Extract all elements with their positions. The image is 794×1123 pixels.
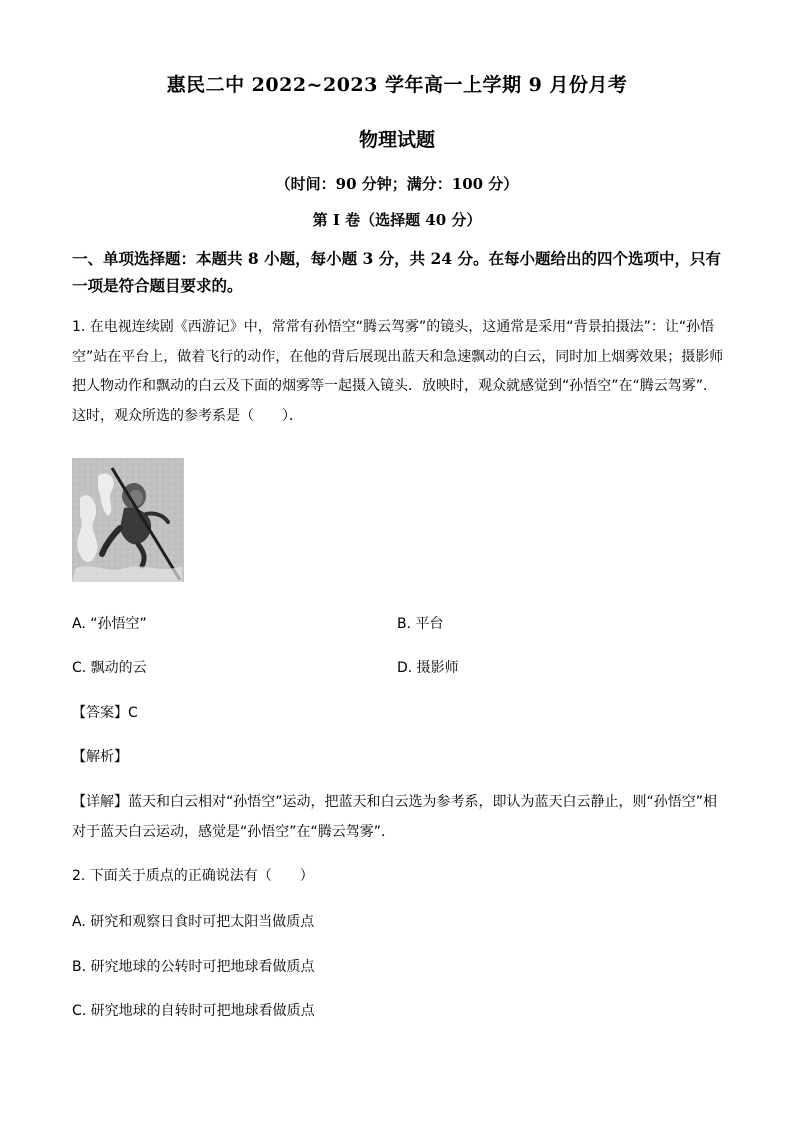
monkey-king-figure (72, 458, 184, 582)
question-1-analysis-label: 【解析】 (72, 749, 128, 765)
exam-subject: 物理试题 (358, 129, 435, 151)
exam-meta: （时间：90 分钟；满分：100 分） (275, 175, 519, 193)
question-1-option-a: A. “孙悟空” (72, 616, 147, 632)
exam-title: 惠民二中 2022~2023 学年高一上学期 9 月份月考 (166, 74, 628, 96)
question-1-option-b: B. 平台 (397, 616, 444, 632)
question-1-option-d: D. 摄影师 (397, 660, 459, 676)
question-1-stem: 1. 在电视连续剧《西游记》中，常常有孙悟空“腾云驾雾”的镜头，这通常是采用“背景拍摄法”：让“孙悟空”站在平台上，做着飞行的动作，在他的背后展现出蓝天和急速飘动的白云，同时加上烟雾效果；摄影师把人物动作和飘动的白云及下面的烟雾等一起摄入镜头．放映时，观众就感觉到“孙悟空”在“腾云驾雾”．这时，观众所选的参考系是（ ）． (72, 319, 724, 424)
question-1-option-c: C. 飘动的云 (72, 660, 147, 676)
exam-volume: 第 I 卷（选择题 40 分） (312, 211, 482, 229)
question-1-detail: 【详解】蓝天和白云相对“孙悟空”运动，把蓝天和白云选为参考系，即认为蓝天白云静止，则“孙悟空”相对于蓝天白云运动，感觉是“孙悟空”在“腾云驾雾”． (72, 794, 718, 840)
question-2-option-b: B. 研究地球的公转时可把地球看做质点 (72, 959, 315, 975)
question-2-option-c: C. 研究地球的自转时可把地球看做质点 (72, 1003, 315, 1019)
section-heading: 一、单项选择题：本题共 8 小题，每小题 3 分，共 24 分。在每小题给出的四个选项中，只有一项是符合题目要求的。 (72, 249, 722, 295)
question-1-answer: 【答案】C (72, 705, 138, 721)
question-2-stem: 2. 下面关于质点的正确说法有（ ） (72, 868, 314, 884)
question-2-option-a: A. 研究和观察日食时可把太阳当做质点 (72, 914, 315, 930)
